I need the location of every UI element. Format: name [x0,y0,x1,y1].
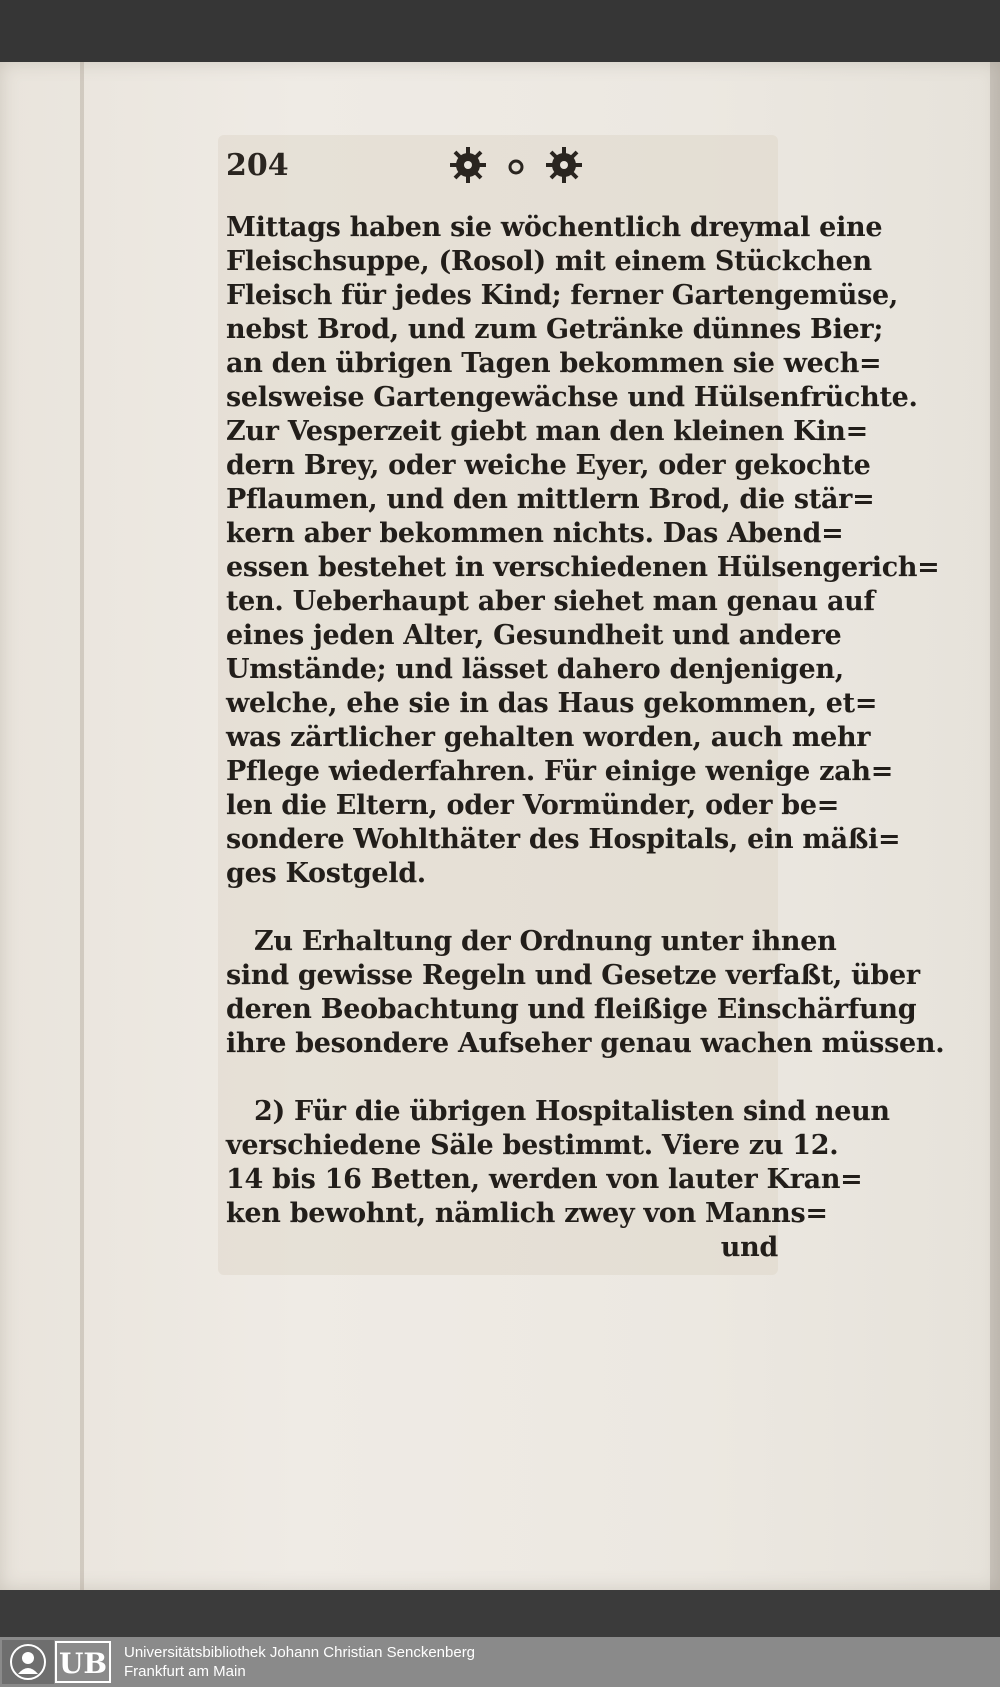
scanner-background-top [0,0,1000,62]
text-line: kern aber bekommen nichts. Das Abend= [226,518,844,549]
text-line: welche, ehe sie in das Haus gekommen, et= [226,688,878,719]
text-line: Pflaumen, und den mittlern Brod, die stär= [226,484,875,515]
text-line: Mittags haben sie wöchentlich dreymal eine [226,212,883,243]
text-line: dern Brey, oder weiche Eyer, oder gekochte [226,450,871,481]
text-line: Umstände; und lässet dahero denjenigen, [226,654,844,685]
text-line: eines jeden Alter, Gesundheit und andere [226,620,842,651]
text-line: Pflege wiederfahren. Für einige wenige zah= [226,756,894,787]
page-header [226,140,778,200]
page-edge [990,62,1000,1590]
text-line: Fleischsuppe, (Rosol) mit einem Stückchen [226,246,872,277]
page-fold [80,62,84,1590]
institution-city: Frankfurt am Main [124,1663,246,1680]
catchword: und [720,1232,778,1263]
institution-name: Universitätsbibliothek Johann Christian Senckenberg [124,1644,476,1661]
text-line: verschiedene Säle bestimmt. Viere zu 12. [226,1130,839,1161]
page-number: 204 [226,148,289,183]
text-line: Zu Erhaltung der Ordnung unter ihnen [254,926,837,957]
text-line: selsweise Gartengewächse und Hülsenfrüchte. [226,382,918,413]
library-logo-text: UB [58,1647,108,1680]
library-footer [0,1637,1000,1687]
fleuron-ornament-icon [436,140,596,190]
text-line: len die Eltern, oder Vormünder, oder be= [226,790,840,821]
text-line: Fleisch für jedes Kind; ferner Gartengemüse, [226,280,898,311]
text-line: deren Beobachtung und fleißige Einschärfung [226,994,917,1025]
text-line: an den übrigen Tagen bekommen sie wech= [226,348,882,379]
text-line: sind gewisse Regeln und Gesetze verfaßt, über [226,960,920,991]
text-line: ten. Ueberhaupt aber siehet man genau auf [226,586,875,617]
text-line: was zärtlicher gehalten worden, auch mehr [226,722,871,753]
text-line: 14 bis 16 Betten, werden von lauter Kran= [226,1164,863,1195]
text-line: nebst Brod, und zum Getränke dünnes Bier; [226,314,884,345]
text-line: ken bewohnt, nämlich zwey von Manns= [226,1198,828,1229]
text-line: sondere Wohlthäter des Hospitals, ein mäßi= [226,824,901,855]
scanner-background-bottom [0,1590,1000,1637]
footer-text [124,1643,475,1681]
text-line: essen bestehet in verschiedenen Hülsengerich= [226,552,940,583]
text-line: ihre besondere Aufseher genau wachen müssen. [226,1028,945,1059]
text-line: 2) Für die übrigen Hospitalisten sind neun [254,1096,890,1127]
text-line: Zur Vesperzeit giebt man den kleinen Kin= [226,416,868,447]
text-line: ges Kostgeld. [226,858,426,889]
library-seal-icon [2,1640,112,1684]
